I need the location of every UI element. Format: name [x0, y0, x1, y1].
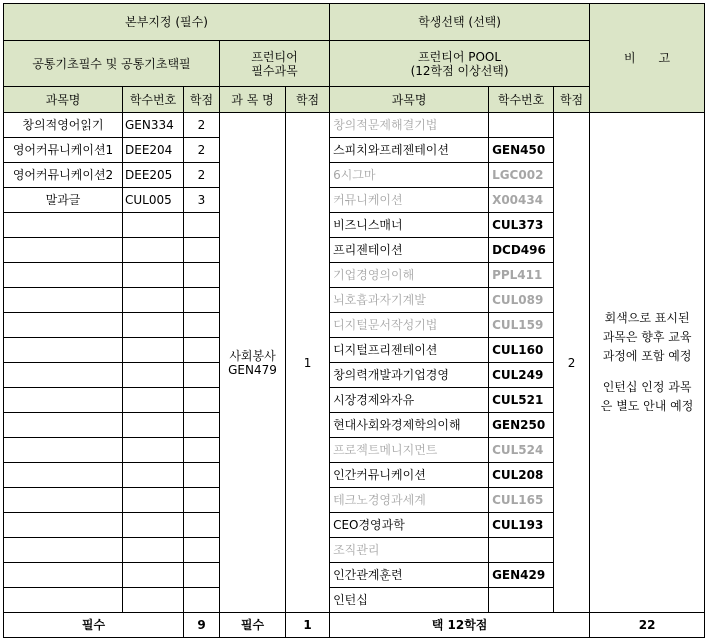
common-course-name: 영어커뮤니케이션2 — [4, 163, 123, 188]
remarks-spacer — [594, 366, 700, 378]
common-course-name — [4, 213, 123, 238]
common-course-code: DEE204 — [123, 138, 184, 163]
pool-course-code: CUL193 — [489, 513, 554, 538]
frontier-required-course — [220, 113, 286, 613]
remarks-line5: 은 별도 안내 예정 — [600, 399, 694, 413]
common-course-name — [4, 563, 123, 588]
common-course-code — [123, 213, 184, 238]
frontier-required-credit: 1 — [286, 113, 330, 613]
common-course-credit — [184, 263, 220, 288]
frontier-required-name: 사회봉사 — [229, 348, 276, 363]
common-course-credit: 2 — [184, 138, 220, 163]
pool-course-name: 테크노경영과세계 — [330, 488, 489, 513]
pool-course-name: 프로젝트메니지먼트 — [330, 438, 489, 463]
common-course-name — [4, 513, 123, 538]
common-course-code — [123, 438, 184, 463]
common-course-credit — [184, 513, 220, 538]
common-course-name — [4, 263, 123, 288]
frontier-required-code: GEN479 — [228, 362, 277, 377]
pool-course-name: 조직관리 — [330, 538, 489, 563]
common-course-code — [123, 538, 184, 563]
remarks-line3: 과정에 포함 예정 — [602, 349, 692, 363]
frontier-required-header-line2: 필수과목 — [251, 63, 298, 78]
remarks-header: 비 고 — [590, 4, 705, 113]
common-course-name — [4, 488, 123, 513]
remarks-line1: 회색으로 표시된 — [604, 311, 690, 325]
pool-course-code: DCD496 — [489, 238, 554, 263]
pool-course-code: CUL524 — [489, 438, 554, 463]
common-course-credit — [184, 488, 220, 513]
common-course-credit: 2 — [184, 163, 220, 188]
pool-course-code: CUL249 — [489, 363, 554, 388]
common-course-name — [4, 238, 123, 263]
common-header: 공통기초필수 및 공통기초택필 — [4, 41, 220, 87]
col-credit: 학점 — [184, 87, 220, 113]
pool-course-code: CUL165 — [489, 488, 554, 513]
pool-course-name: 비즈니스매너 — [330, 213, 489, 238]
col-frontier-course: 과 목 명 — [220, 87, 286, 113]
common-course-name — [4, 463, 123, 488]
elective-header: 학생선택 (선택) — [330, 4, 590, 41]
common-course-name: 영어커뮤니케이션1 — [4, 138, 123, 163]
common-course-code — [123, 413, 184, 438]
pool-course-code: CUL160 — [489, 338, 554, 363]
pool-course-name: 스피치와프레젠테이션 — [330, 138, 489, 163]
common-course-name — [4, 438, 123, 463]
pool-header — [330, 41, 590, 87]
pool-course-name: 인턴십 — [330, 588, 489, 613]
pool-course-name: 기업경영의이해 — [330, 263, 489, 288]
pool-course-name: CEO경영과학 — [330, 513, 489, 538]
pool-course-code: CUL159 — [489, 313, 554, 338]
col-pool-code: 학수번호 — [489, 87, 554, 113]
pool-course-code: GEN429 — [489, 563, 554, 588]
common-course-name — [4, 313, 123, 338]
common-course-code — [123, 488, 184, 513]
common-course-credit — [184, 388, 220, 413]
common-course-credit — [184, 238, 220, 263]
pool-course-code — [489, 588, 554, 613]
common-course-credit — [184, 213, 220, 238]
common-course-name — [4, 288, 123, 313]
common-course-credit — [184, 413, 220, 438]
pool-header-line2: (12학점 이상선택) — [410, 63, 509, 78]
pool-course-name: 창의적문제해결기법 — [330, 113, 489, 138]
pool-course-code: CUL208 — [489, 463, 554, 488]
footer-required-label: 필수 — [4, 613, 184, 638]
common-course-name: 말과글 — [4, 188, 123, 213]
common-course-code — [123, 338, 184, 363]
pool-course-name: 6시그마 — [330, 163, 489, 188]
pool-course-name: 인간관계훈련 — [330, 563, 489, 588]
common-course-credit — [184, 588, 220, 613]
col-frontier-credit: 학점 — [286, 87, 330, 113]
footer-frontier-credit: 1 — [286, 613, 330, 638]
common-course-credit — [184, 438, 220, 463]
common-course-credit — [184, 363, 220, 388]
pool-course-code — [489, 538, 554, 563]
common-course-credit — [184, 463, 220, 488]
common-course-code — [123, 363, 184, 388]
col-code: 학수번호 — [123, 87, 184, 113]
pool-header-line1: 프런티어 POOL — [418, 49, 502, 64]
pool-course-name: 프리젠테이션 — [330, 238, 489, 263]
remarks-line4: 인턴십 인정 과목 — [602, 380, 692, 394]
common-course-code — [123, 563, 184, 588]
col-pool-credit: 학점 — [554, 87, 590, 113]
col-pool-course: 과목명 — [330, 87, 489, 113]
common-course-credit — [184, 538, 220, 563]
curriculum-table — [3, 3, 705, 638]
common-course-credit — [184, 338, 220, 363]
pool-course-name: 커뮤니케이션 — [330, 188, 489, 213]
common-course-name — [4, 338, 123, 363]
pool-course-code: CUL373 — [489, 213, 554, 238]
remarks-line2: 과목은 향후 교육 — [602, 330, 692, 344]
pool-course-code — [489, 113, 554, 138]
remarks-note — [590, 113, 705, 613]
common-course-name — [4, 363, 123, 388]
pool-course-name: 현대사회와경제학의이해 — [330, 413, 489, 438]
common-course-code: GEN334 — [123, 113, 184, 138]
pool-course-code: LGC002 — [489, 163, 554, 188]
common-course-credit — [184, 563, 220, 588]
common-course-code — [123, 588, 184, 613]
pool-course-code: X00434 — [489, 188, 554, 213]
footer-frontier-label: 필수 — [220, 613, 286, 638]
common-course-code — [123, 313, 184, 338]
mandatory-header: 본부지정 (필수) — [4, 4, 330, 41]
common-course-code — [123, 388, 184, 413]
pool-course-name: 디지털프리젠테이션 — [330, 338, 489, 363]
frontier-required-header-line1: 프런티어 — [251, 49, 298, 64]
common-course-code: DEE205 — [123, 163, 184, 188]
pool-course-code: GEN450 — [489, 138, 554, 163]
pool-course-name: 창의력개발과기업경영 — [330, 363, 489, 388]
pool-course-code: CUL089 — [489, 288, 554, 313]
common-course-credit — [184, 313, 220, 338]
common-course-code — [123, 288, 184, 313]
footer-elective-label: 택 12학점 — [330, 613, 590, 638]
table-row — [4, 113, 705, 138]
footer-total: 22 — [590, 613, 705, 638]
footer-required-credit: 9 — [184, 613, 220, 638]
pool-course-name: 시장경제와자유 — [330, 388, 489, 413]
common-course-code — [123, 263, 184, 288]
common-course-code: CUL005 — [123, 188, 184, 213]
pool-credit: 2 — [554, 113, 590, 613]
frontier-required-header — [220, 41, 330, 87]
pool-course-name: 인간커뮤니케이션 — [330, 463, 489, 488]
common-course-name: 창의적영어읽기 — [4, 113, 123, 138]
pool-course-code: PPL411 — [489, 263, 554, 288]
common-course-code — [123, 463, 184, 488]
pool-course-code: CUL521 — [489, 388, 554, 413]
pool-course-name: 디지털문서작성기법 — [330, 313, 489, 338]
common-course-credit: 2 — [184, 113, 220, 138]
col-course: 과목명 — [4, 87, 123, 113]
common-course-name — [4, 388, 123, 413]
pool-course-code: GEN250 — [489, 413, 554, 438]
common-course-name — [4, 538, 123, 563]
common-course-code — [123, 238, 184, 263]
pool-course-name: 뇌호흡과자기계발 — [330, 288, 489, 313]
common-course-credit — [184, 288, 220, 313]
common-course-name — [4, 588, 123, 613]
common-course-name — [4, 413, 123, 438]
common-course-code — [123, 513, 184, 538]
common-course-credit: 3 — [184, 188, 220, 213]
